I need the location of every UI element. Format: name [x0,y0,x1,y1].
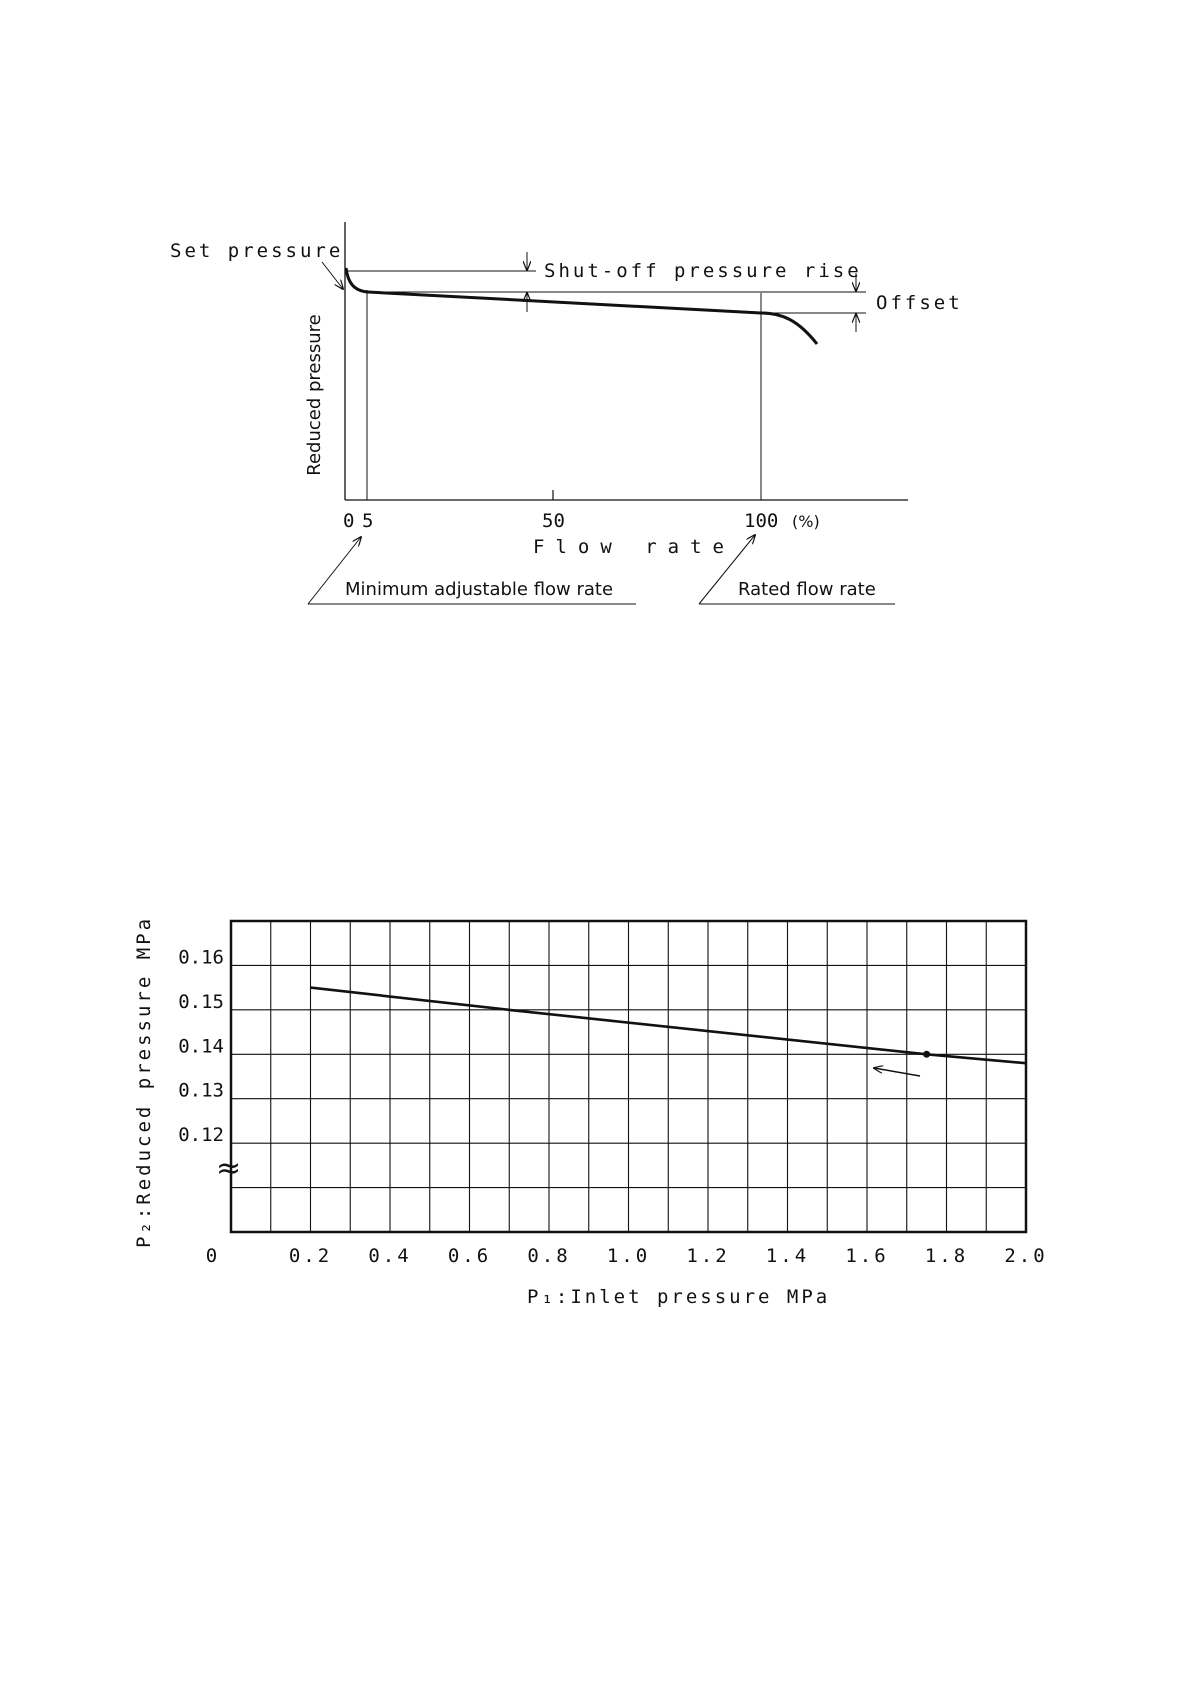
chart1-x-axis-title: Flow rate [533,536,735,558]
chart2-x-axis-title: P₁:Inlet pressure MPa [527,1286,831,1308]
chart2-xtick-label: 0.6 [447,1245,492,1267]
chart2-ytick-label: 0.16 [178,946,224,969]
chart2-ytick-label: 0.13 [178,1079,224,1102]
set-pressure-leader [322,262,343,289]
direction-arrow [874,1068,920,1076]
min-flow-label: Minimum adjustable flow rate [345,579,614,600]
chart2-xtick-label: 0.2 [288,1245,333,1267]
offset-label: Offset [876,292,963,314]
pressure-characteristics-chart [133,916,1048,1308]
shutoff-pressure-rise-label: Shut-off pressure rise [544,260,862,282]
set-pressure-label: Set pressure [170,240,344,262]
chart2-x-tick-labels [206,1245,1048,1267]
chart1-y-axis-title: Reduced pressure [304,314,325,476]
flow-characteristics-chart [170,222,963,604]
chart2-grid [231,921,1026,1232]
chart1-xtick-label: 50 [542,510,565,532]
set-point-marker [923,1051,930,1058]
chart2-ytick-label: 0.12 [178,1124,224,1147]
chart2-xtick-label: 1.4 [765,1245,810,1267]
rated-flow-label: Rated flow rate [738,579,876,600]
chart2-y-axis-title: P₂:Reduced pressure MPa [133,915,155,1249]
chart1-x-unit: (%) [792,512,820,531]
chart1-xtick-label: 5 [362,510,374,532]
chart2-xtick-label: 0 [205,1245,221,1267]
chart2-xtick-label: 2.0 [1004,1245,1048,1267]
chart2-xtick-label: 0.4 [368,1245,412,1267]
chart2-xtick-label: 1.0 [606,1245,651,1267]
chart2-y-tick-labels [178,946,224,1146]
chart2-xtick-label: 1.6 [845,1245,889,1267]
chart1-xtick-label: 100 [744,510,779,532]
chart2-ytick-label: 0.15 [178,990,224,1013]
chart2-xtick-label: 1.2 [686,1245,730,1267]
chart2-xtick-label: 0.8 [527,1245,571,1267]
chart2-ytick-label: 0.14 [178,1035,224,1058]
chart2-xtick-label: 1.8 [924,1245,969,1267]
chart1-xtick-label: 0 [343,510,355,532]
axis-break-symbol: ≈ [216,1151,242,1186]
